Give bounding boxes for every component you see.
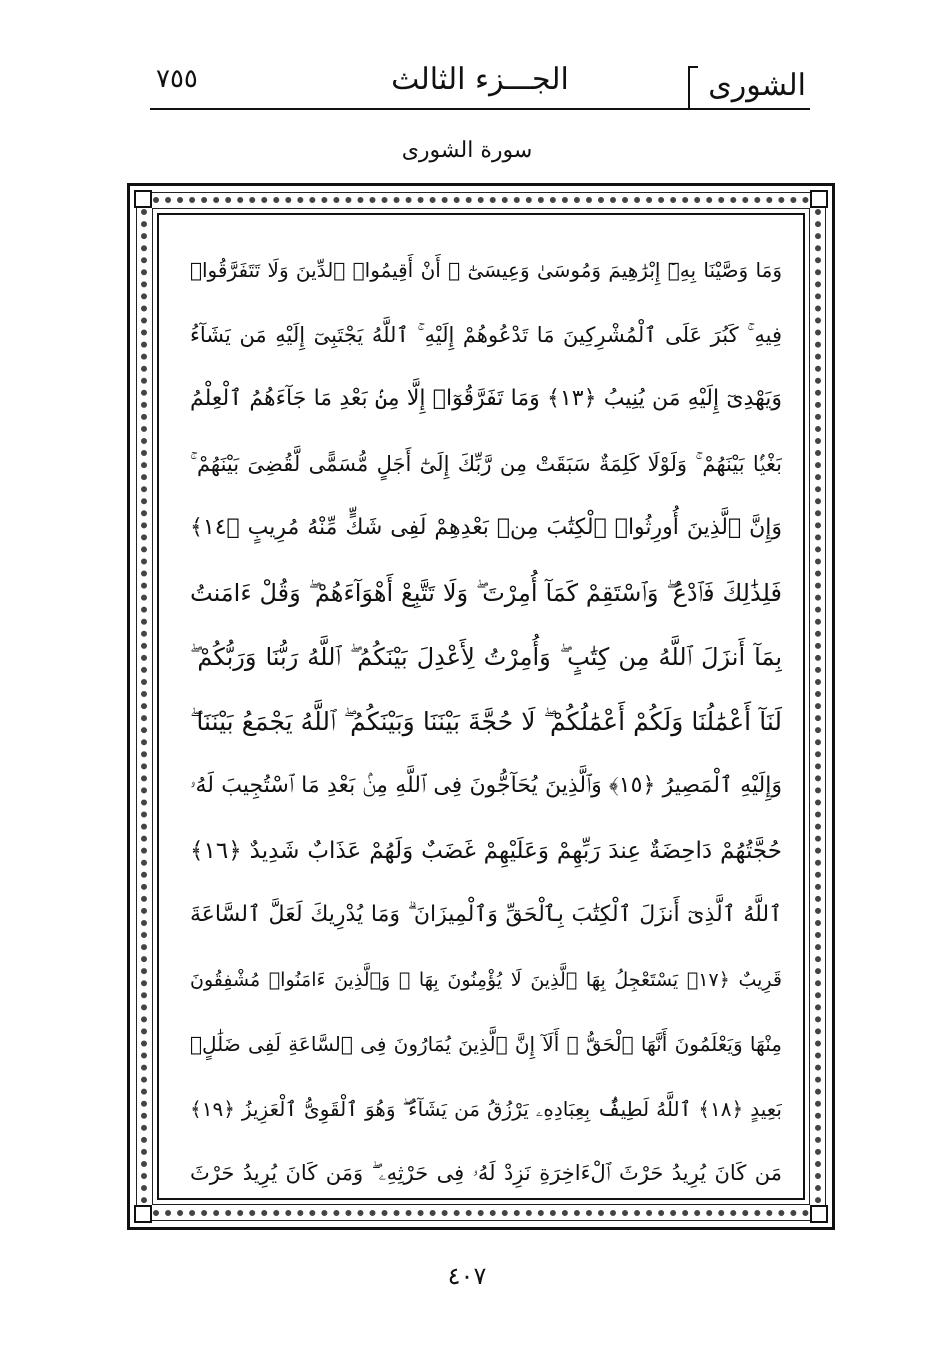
surah-title: سورة الشورى [401,138,533,163]
text-line: لَنَآ أَعْمَٰلُنَا وَلَكُمْ أَعْمَٰلُكُمْ ۖ لَا حُجَّةَ بَيْنَنَا وَبَيْنَكُمُ ۖ ٱللَّهُ يَجْمَعُ بَيْنَنَا ۖ [190,706,782,736]
text-line: بِمَآ أَنزَلَ ٱللَّهُ مِن كِتَٰبٍ ۖ وَأُمِرْتُ لِأَعْدِلَ بَيْنَكُمُ ۖ ٱللَّهُ رَبُّنَا وَرَبُّكُمْ ۖ [190,643,782,671]
text-line: وَيَهْدِىٓ إِلَيْهِ مَن يُنِيبُ ﴿١٣﴾ وَمَا تَفَرَّقُوٓا۟ إِلَّا مِنۢ بَعْدِ مَا جَآءَهُمُ ٱلْعِلْمُ [190,386,782,411]
header-surah-name: الشورى [708,67,806,103]
frame-corner [810,190,828,208]
page-number: ٤٠٧ [447,1262,487,1290]
text-line: حُجَّتُهُمْ دَاحِضَةٌ عِندَ رَبِّهِمْ وَعَلَيْهِمْ غَضَبٌ وَلَهُمْ عَذَابٌ شَدِيدٌ ﴿١٦﴾ [190,837,782,864]
frame-corner [134,190,152,208]
text-line: قَرِيبٌ ﴿١٧﴾ يَسْتَعْجِلُ بِهَا ٱلَّذِينَ لَا يُؤْمِنُونَ بِهَا ۖ وَٱلَّذِينَ ءَامَنُوا۟ مُشْفِقُونَ [190,968,782,991]
text-line: فِيهِ ۚ كَبُرَ عَلَى ٱلْمُشْرِكِينَ مَا تَدْعُوهُمْ إِلَيْهِ ۚ ٱللَّهُ يَجْتَبِىٓ إِلَيْهِ مَن يَشَآءُ [190,322,782,347]
text-line: وَإِلَيْهِ ٱلْمَصِيرُ ﴿١٥﴾ وَٱلَّذِينَ يُحَآجُّونَ فِى ٱللَّهِ مِنۢ بَعْدِ مَا ٱسْتُجِيبَ لَهُۥ [190,773,782,798]
text-line: بَغْيًۢا بَيْنَهُمْ ۚ وَلَوْلَا كَلِمَةٌ سَبَقَتْ مِن رَّبِّكَ إِلَىٰٓ أَجَلٍ مُّسَمًّى لَّقُضِىَ بَيْنَهُمْ ۚ [190,451,782,476]
text-line: وَإِنَّ ٱلَّذِينَ أُورِثُوا۟ ٱلْكِتَٰبَ مِنۢ بَعْدِهِمْ لَفِى شَكٍّ مِّنْهُ مُرِيبٍ ﴿١٤﴾ [190,515,782,540]
header-folio-number: ٧٥٥ [156,64,198,94]
text-line: وَمَا وَصَّيْنَا بِهِۦٓ إِبْرَٰهِيمَ وَمُوسَىٰ وَعِيسَىٰٓ ۖ أَنْ أَقِيمُوا۟ ٱلدِّينَ وَلَا تَتَفَرَّقُوا۟ [190,258,782,282]
text-line: ٱللَّهُ ٱلَّذِىٓ أَنزَلَ ٱلْكِتَٰبَ بِٱلْحَقِّ وَٱلْمِيزَانَ ۗ وَمَا يُدْرِيكَ لَعَلَّ ٱلسَّاعَةَ [190,902,782,927]
text-line: مِنْهَا وَيَعْلَمُونَ أَنَّهَا ٱلْحَقُّ ۗ أَلَآ إِنَّ ٱلَّذِينَ يُمَارُونَ فِى ٱلسَّاعَةِ لَفِى ضَلَٰلٍۭ [190,1032,782,1056]
running-header [150,58,810,110]
quran-text [190,238,782,1206]
text-line: فَلِذَٰلِكَ فَٱدْعُ ۖ وَٱسْتَقِمْ كَمَآ أُمِرْتَ ۖ وَلَا تَتَّبِعْ أَهْوَآءَهُمْ ۖ وَقُلْ ءَامَنتُ [190,578,782,607]
header-juz: الجـــزء الثالث [391,62,569,97]
frame-corner [134,1205,152,1223]
text-line: بَعِيدٍ ﴿١٨﴾ ٱللَّهُ لَطِيفٌۢ بِعِبَادِهِۦ يَرْزُقُ مَن يَشَآءُ ۖ وَهُوَ ٱلْقَوِىُّ ٱلْعَزِيزُ ﴿١٩﴾ [190,1096,782,1121]
header-rule [150,108,810,110]
text-line: مَن كَانَ يُرِيدُ حَرْثَ ٱلْءَاخِرَةِ نَزِدْ لَهُۥ فِى حَرْثِهِۦ ۖ وَمَن كَانَ يُرِيدُ حَرْثَ [190,1161,782,1185]
frame-corner [810,1205,828,1223]
